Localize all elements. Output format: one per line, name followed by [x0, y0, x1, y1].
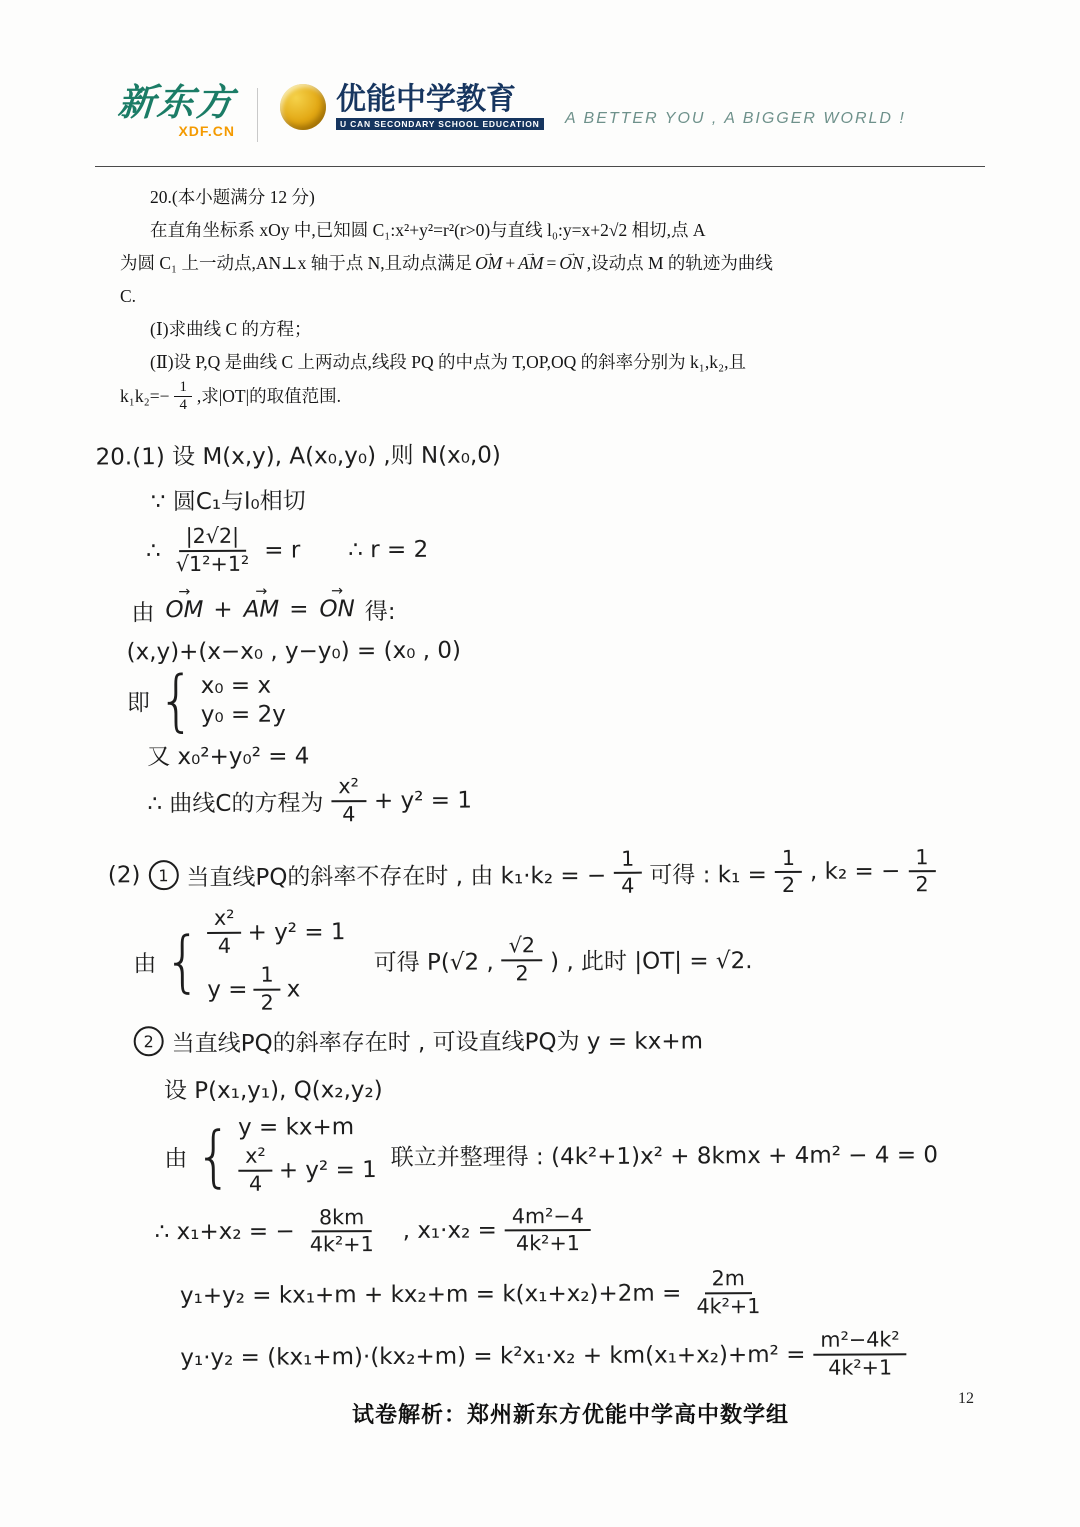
globe-icon	[280, 84, 326, 130]
fraction-numerator: 2m	[705, 1266, 752, 1294]
ucan-subtitle: U CAN SECONDARY SCHOOL EDUCATION	[336, 118, 544, 130]
r-equals-2: ∴ r = 2	[348, 536, 429, 564]
ucan-logo	[280, 84, 544, 130]
x-squared-over-4	[238, 1143, 273, 1197]
case1-text: 当直线PQ的斜率不存在时 , 由 k₁·k₂ = −	[186, 862, 607, 891]
combine-result: 联立并整理得 : (4k²+1)x² + 8kmx + 4m² − 4 = 0	[390, 1141, 939, 1171]
fraction-denominator: 4k²+1	[828, 1355, 893, 1380]
equals-sign: =	[546, 253, 557, 273]
brace-icon: {	[195, 1116, 233, 1196]
fraction-numerator: m²−4k²	[813, 1327, 906, 1355]
fraction-denominator: 4	[342, 801, 356, 826]
fraction-denominator: 2	[781, 873, 796, 898]
case1-mid: 可得 : k₁ =	[649, 861, 767, 889]
problem-body-line2-post: ,设动点 M 的轨迹为曲线	[586, 253, 773, 273]
equals-r: = r	[264, 537, 301, 564]
system-row: y = kx+m	[237, 1113, 355, 1141]
x-squared-over-4	[331, 774, 366, 828]
xdf-wordmark: 新东方	[116, 82, 237, 123]
solution-line-16	[180, 1326, 1065, 1384]
vector-on: → ON	[317, 596, 356, 622]
equation-system	[164, 905, 352, 1016]
therefore-symbol: ∴	[146, 538, 161, 565]
solution-line-13	[164, 1110, 1064, 1197]
part2-label: (2)	[107, 862, 141, 889]
system-row	[207, 962, 306, 1016]
solution-line-10	[133, 902, 1064, 1017]
y-sum-fraction	[689, 1266, 767, 1320]
fraction-denominator: √1²+1²	[175, 551, 250, 576]
brace-icon: {	[157, 661, 196, 740]
fraction-numerator: 1	[775, 845, 802, 873]
y-product-expression: y₁·y₂ = (kx₁+m)·(kx₂+m) = k²x₁·x₂ + km(x₁+x₂)+m² =	[180, 1341, 806, 1371]
y-sum-expression: y₁+y₂ = kx₁+m + kx₂+m = k(x₁+x₂)+2m =	[179, 1280, 682, 1310]
vector-om: → OM	[163, 597, 205, 623]
vector-on: → ON	[557, 247, 585, 280]
fraction-denominator: 2	[515, 960, 529, 985]
fraction-numerator: 1	[174, 379, 191, 397]
y-product-fraction	[813, 1327, 906, 1381]
system-row: x₀ = x	[200, 672, 272, 699]
problem-part2-line2	[120, 379, 900, 415]
fraction-numerator: x²	[238, 1143, 273, 1171]
fraction-denominator: 2	[915, 872, 929, 897]
fraction-numerator: 1	[614, 846, 641, 874]
case1-mid2: , k₂ = −	[809, 858, 901, 886]
fraction-numerator: x²	[331, 774, 366, 802]
problem-part2-line1: (Ⅱ)设 P,Q 是曲线 C 上两动点,线段 PQ 的中点为 T,OP,OQ 的斜率分别为 k₁,k₂,且	[150, 352, 746, 372]
solution-line-12: 设 P(x₁,y₁), Q(x₂,y₂)	[163, 1076, 383, 1104]
problem-body-line3: C.	[120, 286, 137, 306]
solution-line-7: 又 x₀²+y₀² = 4	[147, 743, 310, 771]
fraction-numerator: 4m²−4	[505, 1203, 591, 1231]
case1-result-post: ) , 此时 |OT| = √2.	[550, 948, 753, 976]
logo-divider	[257, 88, 258, 142]
fraction-numerator: 8km	[312, 1205, 371, 1233]
solution-line-3	[146, 519, 1061, 578]
page-number: 12	[958, 1390, 974, 1407]
fraction-numerator: √2	[502, 933, 543, 961]
vector-om: → OM	[473, 247, 504, 280]
xdf-logo	[118, 84, 235, 139]
problem-part1: (Ⅰ)求曲线 C 的方程；	[150, 319, 312, 339]
fraction-denominator: 4k²+1	[515, 1231, 580, 1256]
fraction-one-fourth	[174, 379, 191, 414]
problem-number-line: 20.(本小题满分 12 分)	[150, 187, 315, 207]
fraction-denominator: 4	[248, 1171, 263, 1196]
row-tail: + y² = 1	[278, 1156, 377, 1184]
fraction-denominator: 4k²+1	[309, 1232, 374, 1257]
problem-body-line1: 在直角坐标系 xOy 中,已知圆 C₁:x²+y²=r²(r>0)与直线 l₀:y=x+2√2 相切,点 A	[150, 220, 706, 240]
equation-system	[195, 1114, 383, 1198]
solution-line-4	[131, 589, 1061, 627]
case1-result-pre: 可得 P(√2 ,	[373, 949, 494, 977]
fraction-numerator: |2√2|	[179, 524, 247, 552]
fraction-denominator: 2	[260, 990, 274, 1015]
printed-problem	[120, 181, 900, 415]
brace-icon: {	[164, 922, 202, 1001]
solution-line-8	[147, 770, 1062, 829]
fraction-numerator: 1	[908, 845, 935, 873]
curve-equation-label: ∴ 曲线C的方程为	[147, 790, 324, 818]
vieta-sum-pre: ∴ x₁+x₂ = −	[154, 1218, 295, 1246]
system-row	[207, 905, 352, 960]
equation-system	[157, 661, 286, 740]
system-row	[238, 1143, 383, 1198]
k1k2-prefix: k₁k₂=−	[120, 386, 170, 407]
plus-sign: +	[505, 253, 516, 273]
handwritten-solution	[96, 433, 1066, 1385]
solution-line-6	[126, 661, 1062, 740]
row-tail: + y² = 1	[247, 919, 346, 946]
solution-line-15	[180, 1265, 1065, 1323]
fraction-numerator: 1	[253, 963, 280, 991]
from-word: 由	[133, 951, 157, 978]
neg-one-half-fraction	[908, 845, 935, 899]
product-fraction	[505, 1203, 591, 1257]
sum-fraction	[303, 1205, 381, 1259]
ucan-wordmark: 优能中学教育	[336, 83, 516, 117]
x-squared-over-4	[207, 906, 242, 960]
circled-one-icon: 1	[148, 860, 178, 890]
problem-body-line2-pre: 为圆 C₁ 上一动点,AN⊥x 轴于点 N,且动点满足	[120, 253, 473, 273]
xdf-domain-text: XDF.CN	[178, 123, 235, 139]
namely-word: 即	[126, 690, 150, 717]
vector-am: → AM	[242, 597, 282, 623]
solution-line-2: ∵ 圆C₁与l₀相切	[150, 488, 306, 516]
vieta-product-pre: , x₁·x₂ =	[402, 1217, 497, 1245]
sqrt2-over-2-fraction	[502, 933, 543, 987]
header-tagline: A BETTER YOU , A BIGGER WORLD !	[565, 110, 906, 127]
get-word: 得:	[364, 598, 396, 625]
k1k2-suffix: ,求|OT|的取值范围.	[196, 386, 341, 407]
distance-fraction	[169, 524, 257, 578]
header-rule	[95, 166, 985, 167]
plus-sign: +	[213, 597, 233, 624]
vector-am: → AM	[516, 247, 545, 280]
fraction-denominator: 4	[179, 397, 187, 414]
footer-credit: 试卷解析：郑州新东方优能中学高中数学组	[352, 1402, 790, 1427]
from-word: 由	[164, 1145, 188, 1172]
row-head: y =	[207, 976, 248, 1003]
one-fourth-fraction	[614, 846, 641, 900]
one-half-fraction	[775, 845, 802, 899]
system-row: y₀ = 2y	[200, 701, 286, 728]
solution-line-9	[108, 844, 1063, 903]
equation-tail: + y² = 1	[373, 787, 473, 814]
fraction-denominator: 4	[621, 874, 635, 899]
case2-text: 当直线PQ的斜率存在时 , 可设直线PQ为 y = kx+m	[171, 1028, 704, 1057]
problem-body-line2	[120, 247, 900, 280]
equals-sign: =	[289, 596, 309, 623]
solution-line-1: 20.(1) 设 M(x,y), A(x₀,y₀) ,则 N(x₀,0)	[95, 442, 501, 471]
ucan-logo-text	[336, 84, 544, 130]
fraction-denominator: 4	[217, 933, 232, 959]
row-tail: x	[286, 976, 301, 1003]
circled-two-icon: 2	[134, 1026, 164, 1056]
fraction-numerator: x²	[207, 906, 242, 934]
solution-line-14	[155, 1201, 1065, 1260]
one-half-fraction	[253, 963, 280, 1017]
solution-line-11	[134, 1020, 1064, 1058]
solution-line-5: (x,y)+(x−x₀ , y−y₀) = (x₀ , 0)	[126, 637, 462, 666]
fraction-denominator: 4k²+1	[696, 1294, 761, 1319]
header	[118, 84, 544, 142]
from-word: 由	[131, 599, 155, 627]
